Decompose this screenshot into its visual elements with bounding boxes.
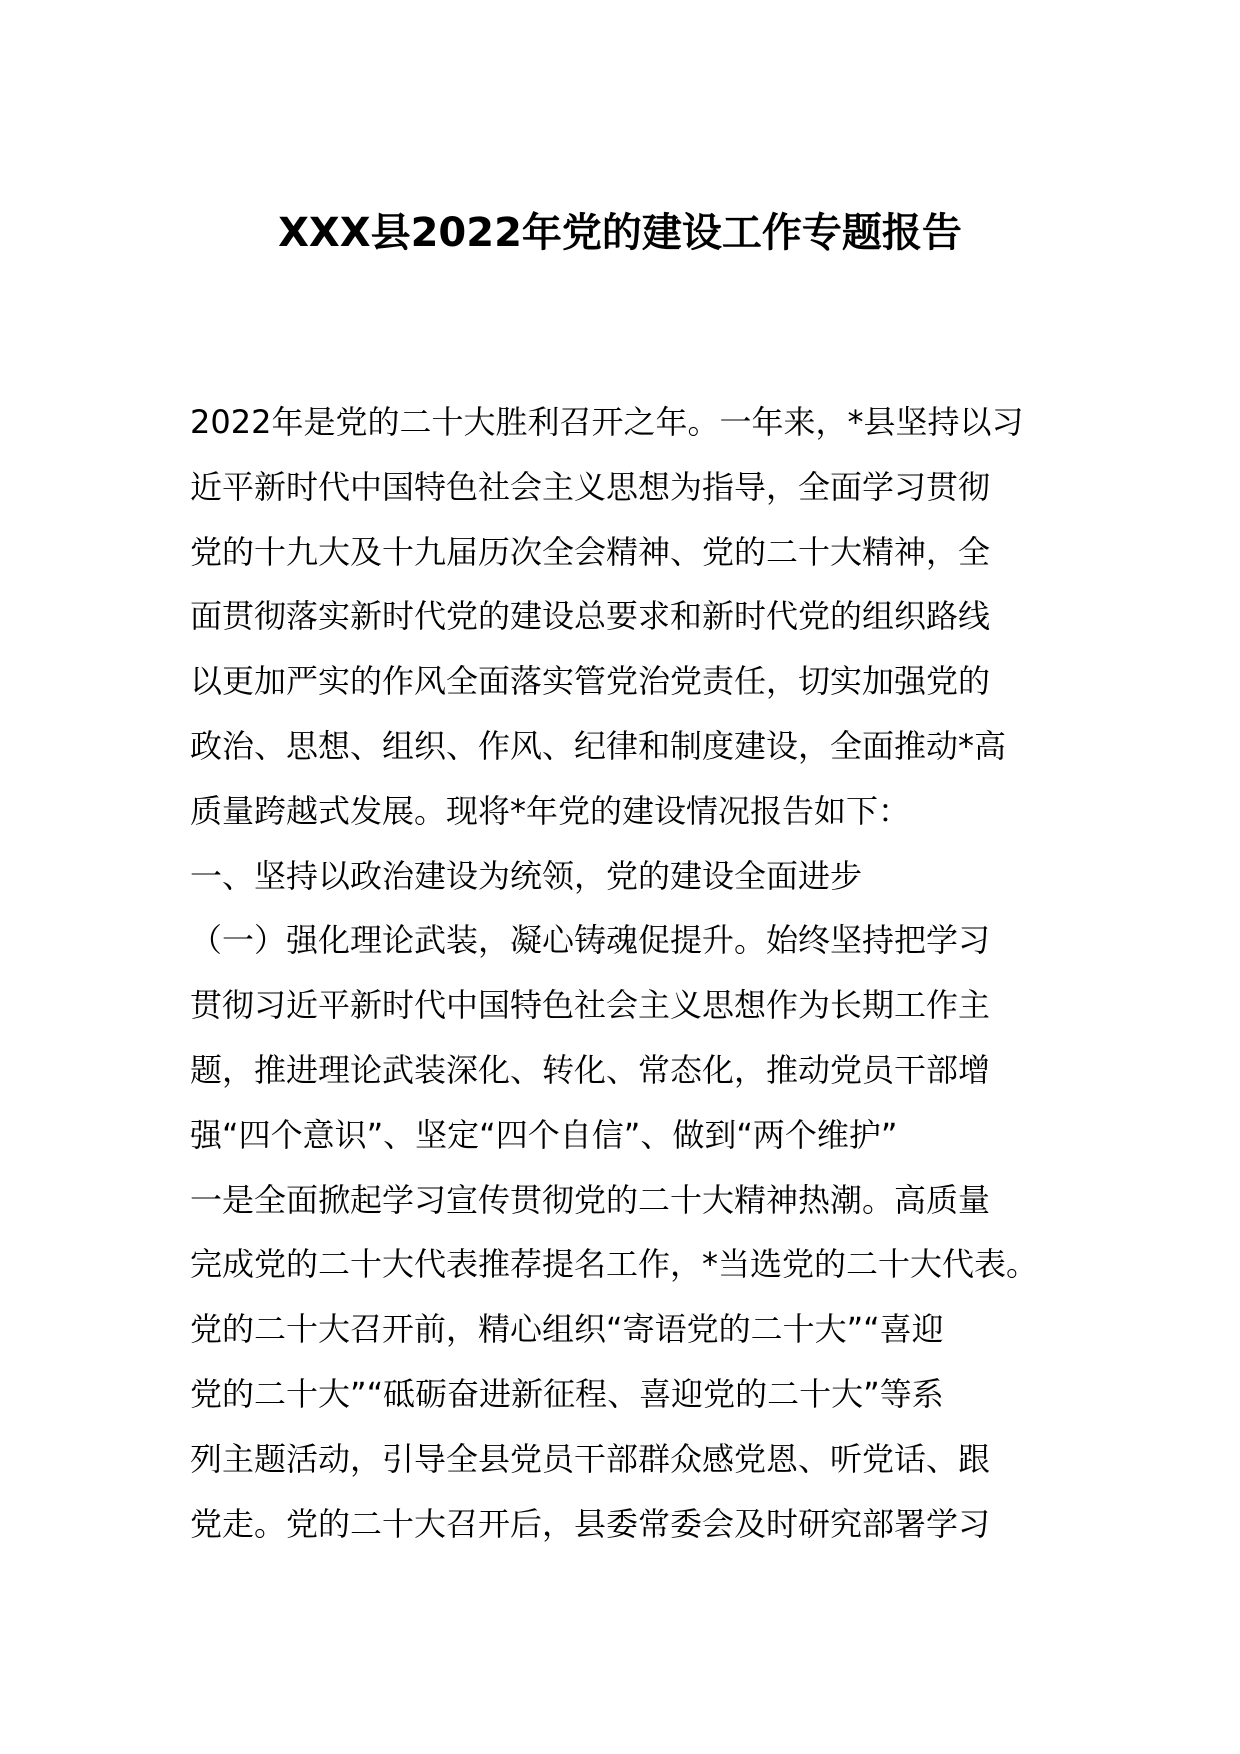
body-line: 贯彻习近平新时代中国特色社会主义思想作为长期工作主 <box>190 986 991 1025</box>
body-line: 题，推进理论武装深化、转化、常态化，推动党员干部增 <box>190 1050 991 1089</box>
body-line: 党走。党的二十大召开后，县委常委会及时研究部署学习 <box>190 1504 991 1543</box>
section-heading: 一、坚持以政治建设为统领，党的建设全面进步 <box>190 856 863 895</box>
body-line: 党的二十大”“砥砺奋进新征程、喜迎党的二十大”等系 <box>190 1374 944 1413</box>
body-line: 列主题活动，引导全县党员干部群众感党恩、听党话、跟 <box>190 1439 991 1478</box>
body-line: 党的十九大及十九届历次全会精神、党的二十大精神，全 <box>190 532 991 571</box>
body-line: 党的二十大召开前，精心组织“寄语党的二十大”“喜迎 <box>190 1310 944 1349</box>
document-title: XXX县2022年党的建设工作专题报告 <box>278 210 962 256</box>
subsection-heading: （一）强化理论武装，凝心铸魂促提升。始终坚持把学习 <box>190 921 991 960</box>
body-line: 以更加严实的作风全面落实管党治党责任，切实加强党的 <box>190 662 991 701</box>
body-line: 2022年是党的二十大胜利召开之年。一年来，*县坚持以习 <box>190 403 1024 441</box>
body-line: 质量跨越式发展。现将*年党的建设情况报告如下： <box>190 791 911 830</box>
body-line: 面贯彻落实新时代党的建设总要求和新时代党的组织路线 <box>190 597 991 636</box>
body-line: 完成党的二十大代表推荐提名工作，*当选党的二十大代表。 <box>190 1245 1039 1284</box>
document-body <box>190 390 1060 1556</box>
body-line: 近平新时代中国特色社会主义思想为指导，全面学习贯彻 <box>190 467 991 506</box>
body-line: 强“四个意识”、坚定“四个自信”、做到“两个维护” <box>190 1115 898 1154</box>
body-line: 政治、思想、组织、作风、纪律和制度建设，全面推动*高 <box>190 726 1007 765</box>
body-line: 一是全面掀起学习宣传贯彻党的二十大精神热潮。高质量 <box>190 1180 991 1219</box>
